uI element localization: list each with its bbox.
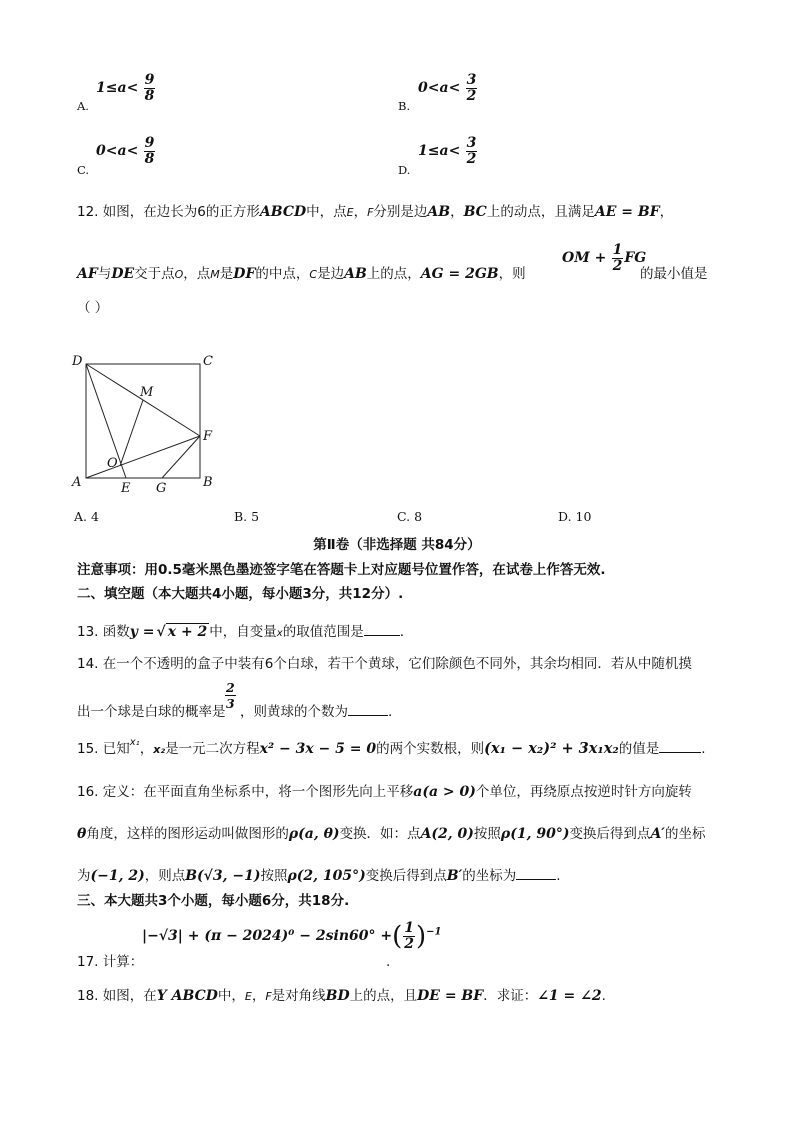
math-small: C xyxy=(309,268,318,281)
label-e: E xyxy=(121,481,131,496)
math: DF xyxy=(233,266,256,282)
answer-paren: （ ） xyxy=(77,300,109,316)
math: A′ xyxy=(650,826,665,842)
label-o: O xyxy=(107,456,118,471)
expr-var: a xyxy=(117,80,127,96)
denominator: 8 xyxy=(144,88,155,104)
text: ， xyxy=(139,741,154,757)
segment-gf xyxy=(162,436,200,478)
text: 是一元二次方程 xyxy=(165,741,260,757)
q12-line2-end xyxy=(640,262,708,282)
expr-op: < xyxy=(448,143,461,159)
answer-blank[interactable] xyxy=(516,879,556,880)
math-small: F xyxy=(265,990,272,1003)
q12-option-b xyxy=(234,509,259,524)
q13 xyxy=(77,620,404,640)
paren-close: ) xyxy=(416,921,427,952)
text: 17. 计算： xyxy=(77,954,144,970)
expr-var: a xyxy=(117,143,127,159)
q14-line2-end xyxy=(240,700,392,720)
text: 上的点， xyxy=(366,266,421,282)
section-3-heading: 三、本大题共3个小题，每小题6分，共18分. xyxy=(77,893,350,909)
text: 个单位，再绕原点按逆时针方向旋转 xyxy=(475,784,692,800)
math: AF xyxy=(77,266,98,282)
math: B′ xyxy=(446,868,463,884)
text: ，则 xyxy=(498,266,526,282)
q11-option-b xyxy=(398,98,410,114)
math: a(a > 0) xyxy=(413,784,476,800)
option-label: C. xyxy=(77,163,90,177)
option-label: D. xyxy=(398,163,411,177)
radicand: x + 2 xyxy=(167,624,208,640)
q16-line2 xyxy=(77,822,706,842)
denominator: 2 xyxy=(612,258,623,274)
text: 是边 xyxy=(317,266,345,282)
fraction xyxy=(403,921,415,952)
text: ，则点 xyxy=(144,868,186,884)
fraction xyxy=(144,73,156,104)
text: 上的点，且 xyxy=(349,988,418,1004)
expr-part: 0< xyxy=(418,80,440,96)
text: 为 xyxy=(77,868,91,884)
denominator: 2 xyxy=(404,936,414,952)
q11-option-d-expr xyxy=(418,136,478,167)
section-2-heading: 二、填空题（本大题共4小题，每小题3分，共12分）. xyxy=(77,586,404,602)
math: DE xyxy=(111,266,135,282)
expr-op: < xyxy=(126,143,139,159)
fraction xyxy=(144,136,156,167)
square-abcd xyxy=(86,364,200,478)
math-small: x₂ xyxy=(153,743,166,756)
text: . xyxy=(556,868,561,884)
text: ，点 xyxy=(183,266,211,282)
option-label: D. xyxy=(558,509,572,524)
numerator: 3 xyxy=(466,72,477,88)
text: 的坐标 xyxy=(665,826,706,842)
segment-de xyxy=(86,364,126,478)
radical: √ x + 2 xyxy=(156,624,208,640)
option-label: C. xyxy=(397,509,411,524)
math: ABCD xyxy=(259,204,307,220)
math: θ xyxy=(77,826,87,842)
expr-op: < xyxy=(448,80,461,96)
q15 xyxy=(77,737,706,757)
text: 与 xyxy=(97,266,112,282)
q17-label xyxy=(77,950,143,970)
fraction xyxy=(225,680,236,711)
math: OM + xyxy=(562,250,607,266)
text: 中， xyxy=(217,988,245,1004)
q12-option-d xyxy=(558,509,591,524)
text: 15. 已知 xyxy=(77,741,130,757)
math-small: x₁ xyxy=(129,737,140,748)
answer-blank[interactable] xyxy=(659,752,701,753)
answer-blank[interactable] xyxy=(364,635,400,636)
expr-op: < xyxy=(126,80,139,96)
part2-note: 注意事项：用0.5毫米黑色墨迹签字笔在答题卡上对应题号位置作答，在试卷上作答无效. xyxy=(77,562,606,578)
math: |−√3| + (π − 2024)⁰ − 2sin60° + xyxy=(142,928,393,944)
numerator: 9 xyxy=(144,72,155,88)
math-small: F xyxy=(367,206,374,219)
fraction xyxy=(466,73,478,104)
math-small: E xyxy=(346,206,354,219)
fraction xyxy=(466,136,478,167)
text: 变换后得到点 xyxy=(365,868,447,884)
paren-open: ( xyxy=(392,921,403,952)
text: 出一个球是白球的概率是 xyxy=(77,704,226,720)
option-value: 5 xyxy=(251,509,260,524)
expr-part: 1≤ xyxy=(418,143,440,159)
math: AE = BF xyxy=(594,204,660,220)
q11-option-a-expr xyxy=(96,73,156,104)
expr-part: 0< xyxy=(96,143,118,159)
text: 的中点， xyxy=(255,266,310,282)
math-small: x xyxy=(276,628,283,639)
text: 13. 函数 xyxy=(77,624,130,640)
q11-option-c xyxy=(77,162,89,178)
text: 的最小值是 xyxy=(640,266,708,282)
text: 角度，这样的图形运动叫做图形的 xyxy=(86,826,289,842)
expr-var: a xyxy=(439,80,449,96)
text: 上的动点，且满足 xyxy=(486,204,595,220)
q12-paren xyxy=(77,296,108,316)
math: ρ(a, θ) xyxy=(288,826,340,842)
numerator: 2 xyxy=(226,680,235,695)
option-label: B. xyxy=(234,509,248,524)
text: . xyxy=(701,741,706,757)
numerator: 1 xyxy=(612,242,623,258)
text: 是 xyxy=(219,266,234,282)
text: 交于点 xyxy=(134,266,175,282)
q14-line2 xyxy=(77,700,226,720)
math-small: O xyxy=(174,268,184,281)
math: (−1, 2) xyxy=(90,868,145,884)
q12-option-c xyxy=(397,509,422,524)
math: AB xyxy=(344,266,367,282)
q11-option-c-expr xyxy=(96,136,156,167)
q11-option-a xyxy=(77,98,89,114)
text: ．求证： xyxy=(483,988,538,1004)
q12-line2 xyxy=(77,262,526,282)
math: BC xyxy=(463,204,487,220)
q12-line1 xyxy=(77,200,673,220)
text: 中，自变量 xyxy=(209,624,277,640)
text: 的两个实数根，则 xyxy=(376,741,485,757)
q18 xyxy=(77,984,606,1004)
text: 是对角线 xyxy=(271,988,326,1004)
q12-option-a xyxy=(74,509,99,524)
segment-af xyxy=(86,436,200,478)
q11-option-b-expr xyxy=(418,73,478,104)
part2-title: 第Ⅱ卷（非选择题 共84分） xyxy=(313,537,481,553)
text: 18. 如图，在 xyxy=(77,988,157,1004)
math: FG xyxy=(624,250,647,266)
math: BD xyxy=(325,988,350,1004)
label-d: D xyxy=(72,354,83,369)
math: y = xyxy=(129,624,155,640)
square-figure xyxy=(60,348,230,498)
math-small: E xyxy=(244,990,252,1003)
denominator: 2 xyxy=(466,88,477,104)
label-m: M xyxy=(140,385,154,400)
text: ， xyxy=(450,204,464,220)
text: 变换．如：点 xyxy=(339,826,421,842)
option-value: 4 xyxy=(91,509,99,524)
text: 按照 xyxy=(473,826,501,842)
answer-blank[interactable] xyxy=(348,715,388,716)
q11-option-d xyxy=(398,162,410,178)
expr-var: a xyxy=(439,143,449,159)
text: 的坐标为 xyxy=(462,868,517,884)
text: . xyxy=(601,988,606,1004)
q16-line1 xyxy=(77,780,692,800)
text: 按照 xyxy=(260,868,288,884)
text: . xyxy=(388,704,393,720)
math: x² − 3x − 5 = 0 xyxy=(259,741,377,757)
math: ρ(2, 105°) xyxy=(287,868,366,884)
text: 分别是边 xyxy=(373,204,428,220)
q17-period: . xyxy=(386,954,391,970)
text: ，则黄球的个数为 xyxy=(240,704,348,720)
text: 16. 定义：在平面直角坐标系中，将一个图形先向上平移 xyxy=(77,784,414,800)
math: DE = BF xyxy=(417,988,484,1004)
option-label: A. xyxy=(74,509,88,524)
numerator: 9 xyxy=(144,135,155,151)
label-f: F xyxy=(203,429,213,444)
option-value: 10 xyxy=(575,509,592,524)
math: ∠1 = ∠2 xyxy=(537,988,602,1004)
q14-fraction xyxy=(224,680,237,711)
text: . xyxy=(399,624,405,640)
denominator: 8 xyxy=(144,151,155,167)
q16-line3 xyxy=(77,864,561,884)
math: A(2, 0) xyxy=(420,826,474,842)
text: 12. 如图，在边长为6的正方形 xyxy=(77,204,260,220)
segment-om xyxy=(120,400,143,466)
numerator: 3 xyxy=(466,135,477,151)
text: 变换后得到点 xyxy=(569,826,651,842)
option-value: 8 xyxy=(414,509,423,524)
q12-om-expr xyxy=(562,243,646,274)
denominator: 2 xyxy=(466,151,477,167)
label-c: C xyxy=(203,354,213,369)
math: (x₁ − x₂)² + 3x₁x₂ xyxy=(484,740,619,757)
text: 的取值范围是 xyxy=(282,624,364,640)
q14-line1: 14. 在一个不透明的盒子中装有6个白球，若干个黄球，它们除颜色不同外，其余均相同．若从中随机摸 xyxy=(77,656,692,672)
text: ， xyxy=(251,988,266,1004)
label-a: A xyxy=(72,475,82,490)
text: ， xyxy=(353,204,368,220)
text: 中，点 xyxy=(306,204,347,220)
text: 的值是 xyxy=(618,741,660,757)
option-label: A. xyxy=(77,99,89,113)
math: B(√3, −1) xyxy=(185,868,261,884)
math: Y ABCD xyxy=(156,988,218,1004)
math: AG = 2GB xyxy=(420,266,499,282)
denominator: 3 xyxy=(226,696,235,711)
label-b: B xyxy=(203,475,213,490)
label-g: G xyxy=(156,481,167,496)
math: ρ(1, 90°) xyxy=(500,826,570,842)
math: AB xyxy=(427,204,451,220)
exponent: −1 xyxy=(426,926,442,938)
option-label: B. xyxy=(398,99,411,113)
text: ， xyxy=(659,204,674,220)
numerator: 1 xyxy=(404,920,414,936)
fraction-half xyxy=(612,243,624,274)
math-small: M xyxy=(210,268,220,281)
expr-part: 1≤ xyxy=(96,80,118,96)
q17-expr xyxy=(142,921,442,952)
